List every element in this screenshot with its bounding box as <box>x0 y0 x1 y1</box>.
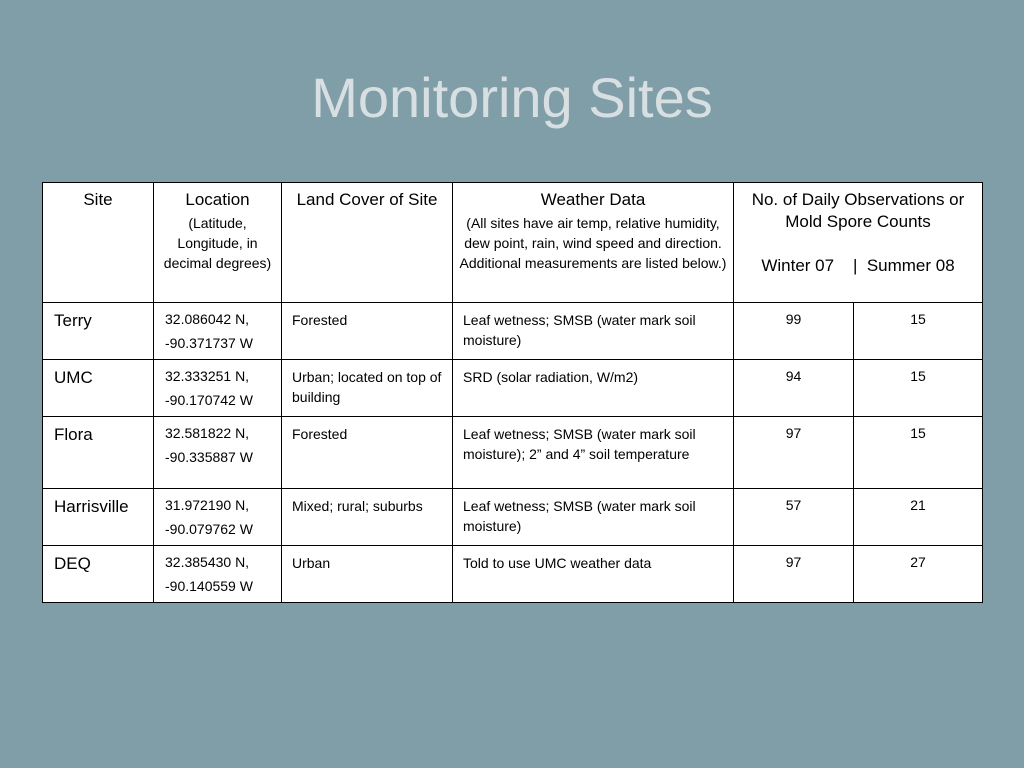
summer-count: 15 <box>854 417 983 489</box>
header-location <box>154 183 282 303</box>
site-location <box>154 417 282 489</box>
longitude: -90.335887 W <box>165 449 253 465</box>
weather-data: SRD (solar radiation, W/m2) <box>453 360 734 417</box>
site-location <box>154 360 282 417</box>
header-land-cover-label: Land Cover of Site <box>296 190 438 209</box>
header-site <box>43 183 154 303</box>
latitude: 32.385430 N, <box>165 554 250 570</box>
header-weather-label: Weather Data <box>540 190 646 209</box>
land-cover: Urban <box>282 546 453 603</box>
header-seasons-label: Winter 07 | Summer 08 <box>761 256 955 275</box>
land-cover: Forested <box>282 417 453 489</box>
longitude: -90.371737 W <box>165 335 253 351</box>
longitude: -90.140559 W <box>165 578 253 594</box>
longitude: -90.170742 W <box>165 392 253 408</box>
header-weather <box>453 183 734 303</box>
table-row <box>43 360 983 417</box>
header-location-note: (Latitude, Longitude, in decimal degrees) <box>163 215 272 271</box>
winter-count: 57 <box>734 489 854 546</box>
latitude: 32.086042 N, <box>165 311 250 327</box>
winter-count: 99 <box>734 303 854 360</box>
site-location <box>154 546 282 603</box>
winter-count: 97 <box>734 417 854 489</box>
summer-count: 21 <box>854 489 983 546</box>
summer-count: 27 <box>854 546 983 603</box>
latitude: 32.333251 N, <box>165 368 250 384</box>
table-row <box>43 303 983 360</box>
latitude: 32.581822 N, <box>165 425 250 441</box>
header-observations <box>734 183 983 303</box>
table-row <box>43 546 983 603</box>
weather-data: Told to use UMC weather data <box>453 546 734 603</box>
site-name: DEQ <box>43 546 154 603</box>
latitude: 31.972190 N, <box>165 497 250 513</box>
header-land-cover <box>282 183 453 303</box>
weather-data: Leaf wetness; SMSB (water mark soil moisture); 2” and 4” soil temperature <box>453 417 734 489</box>
table-row <box>43 489 983 546</box>
winter-count: 97 <box>734 546 854 603</box>
header-location-label: Location <box>185 190 250 209</box>
land-cover: Mixed; rural; suburbs <box>282 489 453 546</box>
site-location <box>154 303 282 360</box>
slide-title: Monitoring Sites <box>311 66 713 129</box>
summer-count: 15 <box>854 360 983 417</box>
header-observations-label: No. of Daily Observations or Mold Spore Counts <box>751 190 965 231</box>
monitoring-sites-table <box>42 182 983 603</box>
site-name: Harrisville <box>43 489 154 546</box>
winter-count: 94 <box>734 360 854 417</box>
site-location <box>154 489 282 546</box>
site-name: Terry <box>43 303 154 360</box>
land-cover: Forested <box>282 303 453 360</box>
table-header-row <box>43 183 983 303</box>
site-name: UMC <box>43 360 154 417</box>
site-name: Flora <box>43 417 154 489</box>
weather-data: Leaf wetness; SMSB (water mark soil moisture) <box>453 489 734 546</box>
table-row <box>43 417 983 489</box>
header-weather-note: (All sites have air temp, relative humidity, dew point, rain, wind speed and direction. Additional measurements are listed below.) <box>459 215 727 271</box>
header-site-label: Site <box>83 190 113 209</box>
land-cover: Urban; located on top of building <box>282 360 453 417</box>
summer-count: 15 <box>854 303 983 360</box>
weather-data: Leaf wetness; SMSB (water mark soil moisture) <box>453 303 734 360</box>
longitude: -90.079762 W <box>165 521 253 537</box>
